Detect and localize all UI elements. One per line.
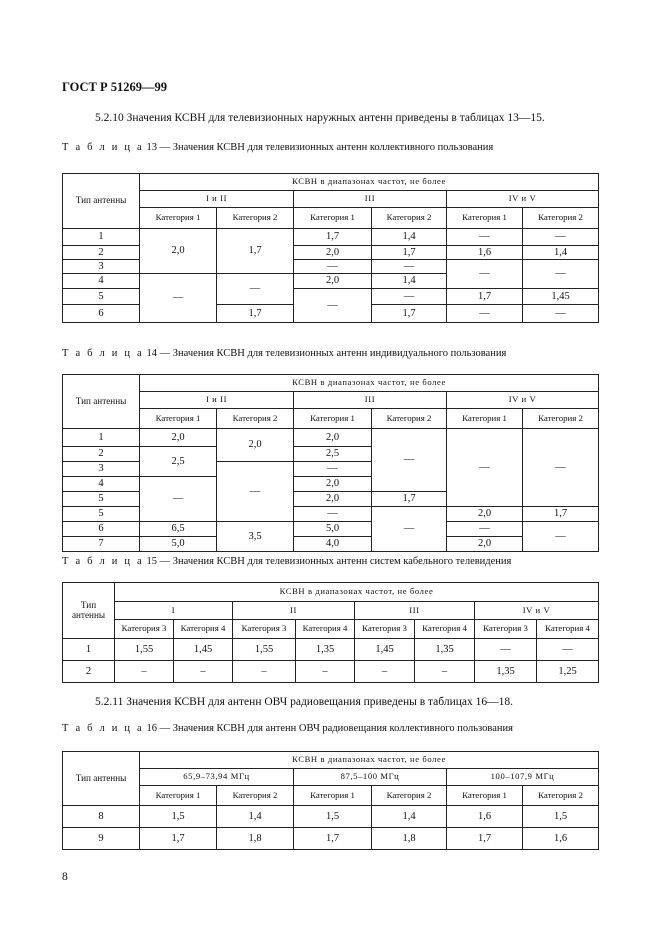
table15 <box>62 582 599 683</box>
table14-cell: 2,0 <box>294 492 372 507</box>
table15-row-type: 1 <box>63 639 115 661</box>
table16-type-header: Тип антенны <box>63 752 140 806</box>
table13-cell: 1,45 <box>523 289 599 305</box>
table15-band-header: II <box>233 602 355 620</box>
table14-row-type: 2 <box>63 447 140 462</box>
category-header: Категория 2 <box>217 786 294 806</box>
table15-cell: – <box>115 661 174 683</box>
table16-cell: 1,8 <box>217 828 294 850</box>
table13-cell: 1,4 <box>372 229 447 246</box>
table13-cell: — <box>294 260 372 274</box>
table16-label: Т а б л и ц а <box>62 723 144 734</box>
category-header: Категория 1 <box>294 208 372 229</box>
table14-cell: — <box>217 462 294 522</box>
table14-cell: — <box>523 522 599 552</box>
table14-row-type: 7 <box>63 537 140 552</box>
page-number: 8 <box>62 871 68 883</box>
table14-row-type: 5 <box>63 492 140 507</box>
table14-cell: — <box>447 522 523 537</box>
category-header: Категория 2 <box>372 786 447 806</box>
document-code: ГОСТ Р 51269—99 <box>62 80 168 94</box>
category-header: Категория 1 <box>140 409 217 429</box>
table15-cell: – <box>355 661 415 683</box>
table15-band-header: IV и V <box>475 602 599 620</box>
table13-cell: — <box>217 274 294 305</box>
table14-cell: 2,0 <box>447 537 523 552</box>
table14-cell: 5,0 <box>140 537 217 552</box>
table13-cell: 1,4 <box>372 274 447 289</box>
table15-type-header-line2: антенны <box>71 609 106 620</box>
table16-cell: 1,6 <box>523 828 599 850</box>
table16-cell: 1,6 <box>447 806 523 828</box>
category-header: Категория 4 <box>415 620 475 639</box>
table15-cell: 1,45 <box>355 639 415 661</box>
category-header: Категория 2 <box>372 208 447 229</box>
table14-cell: — <box>447 429 523 507</box>
table16-cell: 1,5 <box>294 806 372 828</box>
category-header: Категория 4 <box>537 620 599 639</box>
category-header: Категория 1 <box>140 786 217 806</box>
table15-cell: – <box>415 661 475 683</box>
table13-band-header: I и II <box>140 191 294 208</box>
table13 <box>62 173 599 323</box>
table16-band-header: 65,9–73,94 МГц <box>140 769 294 786</box>
category-header: Категория 4 <box>174 620 233 639</box>
category-header: Категория 3 <box>355 620 415 639</box>
table15-cell: – <box>174 661 233 683</box>
table14-cell: 5,0 <box>294 522 372 537</box>
table13-cell: 1,7 <box>294 229 372 246</box>
table15-label: Т а б л и ц а <box>62 556 144 567</box>
table15-cell: 1,35 <box>296 639 355 661</box>
table13-cell: 1,4 <box>523 246 599 260</box>
table15-cell: 1,35 <box>475 661 537 683</box>
table15-cell: 1,35 <box>415 639 475 661</box>
table13-label: Т а б л и ц а <box>62 142 144 153</box>
table14-ksvn-header: КСВН в диапазонах частот, не более <box>140 375 599 392</box>
table14-cell: 3,5 <box>217 522 294 552</box>
table14-row-type: 1 <box>63 429 140 447</box>
table16-cell: 1,4 <box>217 806 294 828</box>
table13-cell: 1,6 <box>447 246 523 260</box>
table15-cell: 1,25 <box>537 661 599 683</box>
table14-title: 14 — Значения КСВН для телевизионных антенн индивидуального пользования <box>146 348 507 359</box>
table14-cell: 6,5 <box>140 522 217 537</box>
table14-band-header: IV и V <box>447 392 599 409</box>
table14-cell: — <box>294 507 372 522</box>
table16-title: 16 — Значения КСВН для антенн ОВЧ радиовещания коллективного пользования <box>146 723 513 734</box>
category-header: Категория 3 <box>115 620 174 639</box>
table16-row-type: 8 <box>63 806 140 828</box>
table14-row-type: 4 <box>63 477 140 492</box>
table14-band-header: I и II <box>140 392 294 409</box>
table15-cell: 1,55 <box>115 639 174 661</box>
table15-cell: – <box>233 661 296 683</box>
table16-cell: 1,5 <box>523 806 599 828</box>
table14-cell: 2,5 <box>140 447 217 477</box>
table14-cell: 1,7 <box>372 492 447 507</box>
table13-row-type: 4 <box>63 274 140 289</box>
category-header: Категория 2 <box>523 409 599 429</box>
category-header: Категория 1 <box>447 786 523 806</box>
category-header: Категория 3 <box>475 620 537 639</box>
category-header: Категория 4 <box>296 620 355 639</box>
table15-cell: — <box>537 639 599 661</box>
table15-cell: 1,55 <box>233 639 296 661</box>
table16-cell: 1,5 <box>140 806 217 828</box>
table15-cell: — <box>475 639 537 661</box>
category-header: Категория 1 <box>447 409 523 429</box>
table14-type-header: Тип антенны <box>63 375 140 429</box>
table13-row-type: 5 <box>63 289 140 305</box>
category-header: Категория 1 <box>140 208 217 229</box>
table14-cell: 2,0 <box>140 429 217 447</box>
table13-cell: — <box>523 260 599 289</box>
table15-band-header: III <box>355 602 475 620</box>
table15-cell: – <box>296 661 355 683</box>
table13-row-type: 2 <box>63 246 140 260</box>
table14-cell: — <box>372 507 447 552</box>
category-header: Категория 2 <box>217 409 294 429</box>
table14-cell: — <box>523 429 599 507</box>
table14-cell: 2,0 <box>447 507 523 522</box>
table13-row-type: 1 <box>63 229 140 246</box>
table14-label: Т а б л и ц а <box>62 348 144 359</box>
table13-cell: — <box>372 260 447 274</box>
category-header: Категория 2 <box>523 786 599 806</box>
table16-caption <box>62 723 513 734</box>
category-header: Категория 1 <box>447 208 523 229</box>
table14-caption <box>62 348 506 359</box>
category-header: Категория 2 <box>217 208 294 229</box>
table14-cell: 2,0 <box>217 429 294 462</box>
table13-cell: 2,0 <box>140 229 217 274</box>
table13-cell: 1,7 <box>372 246 447 260</box>
paragraph-5-2-11: 5.2.11 Значения КСВН для антенн ОВЧ радиовещания приведены в таблицах 16—18. <box>95 696 513 708</box>
table13-ksvn-header: КСВН в диапазонах частот, не более <box>140 174 599 191</box>
paragraph-5-2-10: 5.2.10 Значения КСВН для телевизионных наружных антенн приведены в таблицах 13—15. <box>95 112 545 124</box>
table13-cell: — <box>372 289 447 305</box>
table13-cell: — <box>140 274 217 323</box>
table14-row-type: 3 <box>63 462 140 477</box>
table15-title: 15 — Значения КСВН для телевизионных антенн систем кабельного телевидения <box>146 556 512 567</box>
table15-ksvn-header: КСВН в диапазонах частот, не более <box>115 583 599 602</box>
table13-cell: 2,0 <box>294 246 372 260</box>
table13-band-header: III <box>294 191 447 208</box>
table14-band-header: III <box>294 392 447 409</box>
table13-title: 13 — Значения КСВН для телевизионных антенн коллективного пользования <box>146 142 494 153</box>
table13-row-type: 3 <box>63 260 140 274</box>
table16-band-header: 100–107,9 МГц <box>447 769 599 786</box>
table14-cell: 2,0 <box>294 477 372 492</box>
table13-type-header: Тип антенны <box>63 174 140 229</box>
table13-cell: — <box>294 289 372 323</box>
table14-row-type: 6 <box>63 522 140 537</box>
category-header: Категория 2 <box>523 208 599 229</box>
table15-type-header <box>63 583 115 639</box>
table16-cell: 1,7 <box>140 828 217 850</box>
table16-cell: 1,8 <box>372 828 447 850</box>
table16-cell: 1,7 <box>447 828 523 850</box>
table13-cell: — <box>523 305 599 323</box>
table15-type-header-line1: Тип <box>80 599 97 610</box>
table13-cell: 1,7 <box>372 305 447 323</box>
table14-cell: — <box>140 477 217 522</box>
table15-band-header: I <box>115 602 233 620</box>
table14-cell: — <box>372 429 447 492</box>
table14-cell: 4,0 <box>294 537 372 552</box>
table14-cell: 2,5 <box>294 447 372 462</box>
table14 <box>62 374 599 552</box>
table13-cell: — <box>523 229 599 246</box>
table15-row-type: 2 <box>63 661 115 683</box>
category-header: Категория 1 <box>294 409 372 429</box>
table16-cell: 1,4 <box>372 806 447 828</box>
table13-cell: 1,7 <box>447 289 523 305</box>
table14-cell: 1,7 <box>523 507 599 522</box>
table16 <box>62 751 599 850</box>
table15-caption <box>62 556 511 567</box>
table13-cell: 1,7 <box>217 305 294 323</box>
table16-row-type: 9 <box>63 828 140 850</box>
table13-cell: — <box>447 305 523 323</box>
table16-cell: 1,7 <box>294 828 372 850</box>
table16-band-header: 87,5–100 МГц <box>294 769 447 786</box>
category-header: Категория 2 <box>372 409 447 429</box>
table14-cell: 2,0 <box>294 429 372 447</box>
table16-ksvn-header: КСВН в диапазонах частот, не более <box>140 752 599 769</box>
table13-band-header: IV и V <box>447 191 599 208</box>
table13-cell: — <box>447 229 523 246</box>
table15-cell: 1,45 <box>174 639 233 661</box>
table13-row-type: 6 <box>63 305 140 323</box>
table13-cell: 2,0 <box>294 274 372 289</box>
table13-caption <box>62 142 493 153</box>
category-header: Категория 1 <box>294 786 372 806</box>
table14-cell: — <box>294 462 372 477</box>
table13-cell: 1,7 <box>217 229 294 274</box>
table13-cell: — <box>447 260 523 289</box>
table14-row-type: 5 <box>63 507 140 522</box>
category-header: Категория 3 <box>233 620 296 639</box>
